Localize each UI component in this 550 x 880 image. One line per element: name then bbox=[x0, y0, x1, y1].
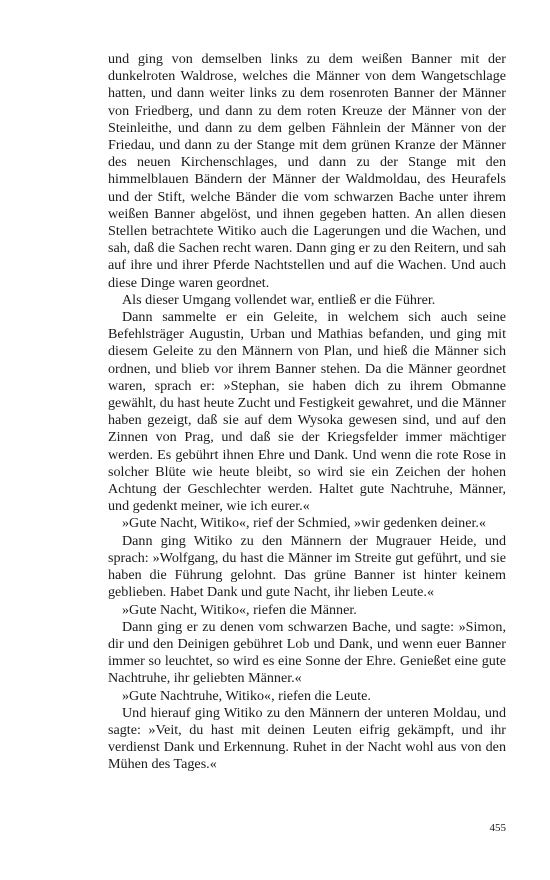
paragraph-3: Dann sammelte er ein Geleite, in welchem sich auch seine Befehlsträger Augustin, Urban und Mathias befanden, und ging mit diesem Geleite zu den Männern von Plan, und hieß die Männer sich ordnen, und blieb vor ihrem Banner stehen. Da die Männer geordnet waren, sprach er: »Stephan, sie haben dich zu ihrem Obmanne gewählt, du hast heute Zucht und Festigkeit gewahret, und die Männer haben gezeigt, daß sie auf dem Wysoka gewesen sind, und auf den Zinnen von Prag, und daß sie der Kriegsfelder immer mächtiger werden. Es gebührt ihnen Ehre und Dank. Und wenn die rote Rose in solcher Blüte wie heute bleibt, so wird sie ein Zeichen der hohen Achtung der Geschlechter werden. Haltet gute Nachtruhe, Männer, und gedenkt meiner, wie ich eurer.« bbox=[108, 309, 506, 515]
paragraph-2: Als dieser Umgang vollendet war, entließ er die Führer. bbox=[122, 291, 436, 308]
paragraph-6: »Gute Nacht, Witiko«, riefen die Männer. bbox=[122, 601, 357, 618]
paragraph-4: »Gute Nacht, Witiko«, rief der Schmied, »wir gedenken deiner.« bbox=[122, 515, 486, 532]
paragraph-9: Und hierauf ging Witiko zu den Männern der unteren Moldau, und sagte: »Veit, du hast mit deinen Leuten eifrig gekämpft, und ihr verdienst Dank und Erkennung. Ruhet in der Nacht wohl aus von den Mühen des Tages.« bbox=[108, 704, 506, 773]
paragraph-8: »Gute Nachtruhe, Witiko«, riefen die Leute. bbox=[122, 687, 371, 704]
page-number: 455 bbox=[489, 822, 506, 834]
paragraph-5: Dann ging Witiko zu den Männern der Mugrauer Heide, und sprach: »Wolfgang, du hast die Männer im Streite gut geführt, und sie haben die Führung gelohnt. Das grüne Banner ist hinter keinem geblieben. Habet Dank und gute Nacht, ihr lieben Leute.« bbox=[108, 532, 506, 601]
paragraph-7: Dann ging er zu denen vom schwarzen Bache, und sagte: »Simon, dir und den Deinigen gebühret Lob und Dank, und wenn euer Banner immer so leuchtet, so wird es eine Sonne der Ehre. Genießet eine gute Nachtruhe, ihr geliebten Männer.« bbox=[108, 618, 506, 687]
body-text bbox=[108, 51, 506, 774]
paragraph-1: und ging von demselben links zu dem weißen Banner mit der dunkelroten Waldrose, welches die Männer von dem Wangetschlage hatten, und dann weiter links zu dem rosenroten Banner der Männer von Friedberg, und dann zu dem roten Kreuze der Männer von der Steinleithe, und dann zu dem gelben Fähnlein der Männer von der Friedau, und dann zu der Stange mit dem grünen Kranze der Männer des neuen Kirchenschlages, und dann zu der Stange mit den himmelblauen Bändern der Männer der Waldmoldau, des Heurafels und der Stift, welche Bänder die vom schwarzen Bache unter ihrem weißen Banner abgelöst, und ihnen gegeben hatten. An allen diesen Stellen betrachtete Witiko auch die Lagerungen und die Wachen, und sah, daß die Sachen recht waren. Dann ging er zu den Reitern, und sah auf ihre und ihrer Pferde Nachtstellen und auf die Wachen. Und auch diese Dinge waren geordnet. bbox=[108, 51, 506, 291]
